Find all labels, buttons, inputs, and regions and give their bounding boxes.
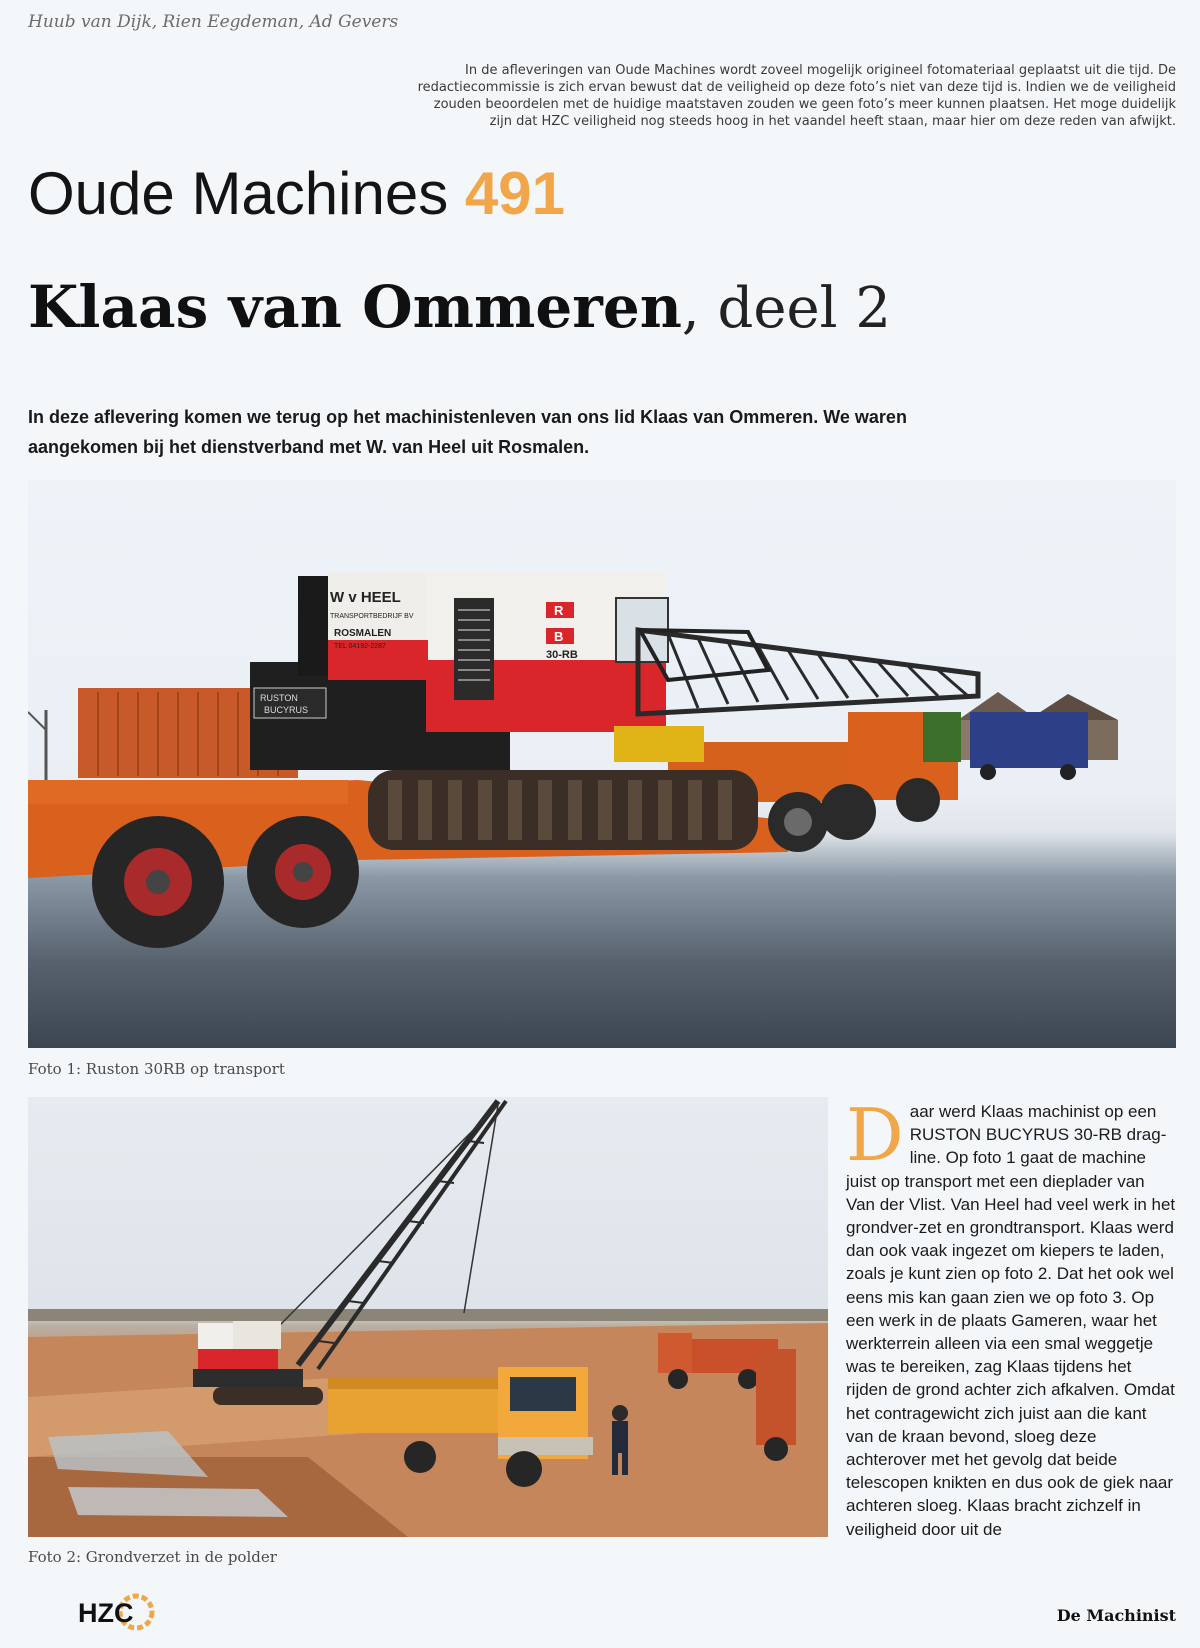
photo-2-caption: Foto 2: Grondverzet in de polder [28, 1548, 277, 1566]
series-number: 491 [464, 160, 566, 227]
authors: Huub van Dijk, Rien Eegdeman, Ad Gevers [28, 12, 399, 32]
article-title [28, 272, 891, 344]
article-name: Klaas van Ommeren [28, 273, 682, 341]
photo-2 [28, 1097, 828, 1537]
logo-text: HZC [78, 1598, 134, 1628]
photo-1-caption: Foto 1: Ruston 30RB op transport [28, 1060, 285, 1078]
drop-cap: D [846, 1093, 904, 1177]
badge-model: 30-RB [546, 649, 578, 661]
badge-r: R [554, 603, 564, 618]
disclaimer: In de afleveringen van Oude Machines wordt zoveel mogelijk origineel fotomateriaal geplaatst uit die tijd. De redactiecommissie is zich ervan bewust dat de veiligheid op deze foto’s niet van deze tijd is. Indien we de veiligheid zouden beoordelen met de huidige maatstaven zouden we geen foto’s meer kunnen plaatsen. Het moge duidelijk zijn dat HZC veiligheid nog steeds hoog in het vaandel heeft staan, maar hier om deze reden van afwijkt. [417, 63, 1176, 129]
magazine-name: De Machinist [1056, 1606, 1176, 1625]
body-column [846, 1093, 1176, 1541]
photo-2-illustration [28, 1097, 828, 1537]
body-text: aar werd Klaas machinist op een RUSTON BUCYRUS 30-RB drag-line. Op foto 1 gaat de machine juist op transport met een dieplader van Van der Vlist. Van Heel had veel werk in het grondver-zet en grondtransport. Klaas werd dan ook vaak ingezet om kiepers te laden, zoals je kunt zien op foto 2. Dat het ook wel eens mis kan gaan zien we op foto 3. Op een werk in de plaats Gameren, waar het werkterrein alleen via een smal weggetje was te bereiken, zag Klaas tijdens het rijden de grond achter zich afkalven. Omdat het contragewicht zich juist aan die kant van de kraan bevond, sloeg deze achterover met het gevolg dat beide telescopen knikten en dus ook de giek naar achteren sloeg. Klaas bracht zichzelf in veiligheid door uit de [846, 1102, 1176, 1539]
badge-b: B [554, 629, 564, 644]
cab-line-4: TEL 04192-2287 [334, 643, 386, 650]
photo-1 [28, 480, 1176, 1048]
side-label-1: RUSTON [260, 693, 298, 703]
cab-line-1: W v HEEL [330, 589, 401, 606]
series-name: Oude Machines [28, 160, 449, 227]
hzc-logo [78, 1592, 158, 1632]
series-title [28, 160, 565, 228]
photo-1-illustration [28, 480, 1176, 1048]
article-part: , deel 2 [681, 276, 891, 341]
side-label-2: BUCYRUS [264, 705, 309, 715]
cab-line-3: ROSMALEN [334, 628, 392, 639]
cab-line-2: TRANSPORTBEDRIJF BV [330, 613, 414, 620]
intro-paragraph: In deze aflevering komen we terug op het machinistenleven van ons lid Klaas van Ommeren. We waren aangekomen bij het dienstverband met W. van Heel uit Rosmalen. [28, 407, 907, 457]
